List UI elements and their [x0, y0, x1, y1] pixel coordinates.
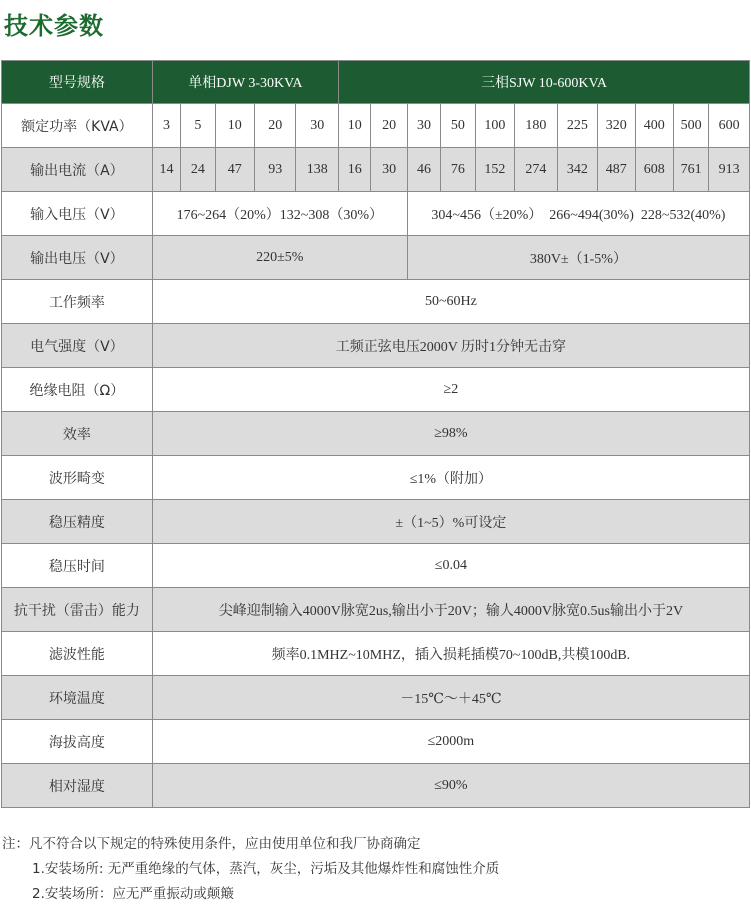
row-label: 工作频率 — [2, 280, 153, 324]
page-title: 技术参数 — [4, 12, 104, 40]
table-cell: 274 — [515, 148, 558, 192]
row-label: 滤波性能 — [2, 632, 153, 676]
table-cell: 3 — [152, 104, 180, 148]
notes-intro: 注：凡不符合以下规定的特殊使用条件，应由使用单位和我厂协商确定 — [2, 836, 421, 852]
table-cell: 913 — [709, 148, 750, 192]
row-label: 环境温度 — [2, 676, 153, 720]
table-cell: 320 — [598, 104, 635, 148]
table-cell: 342 — [557, 148, 597, 192]
notes — [2, 832, 499, 907]
row-value: ±（1~5）%可设定 — [152, 500, 749, 544]
table-cell: 180 — [515, 104, 558, 148]
table-cell: 10 — [215, 104, 254, 148]
row-value: ≤0.04 — [152, 544, 749, 588]
header-model: 型号规格 — [2, 61, 153, 104]
input-voltage-single: 176~264（20%）132~308（30%） — [152, 192, 407, 236]
row-surge-immunity — [2, 588, 750, 632]
table-cell: 16 — [339, 148, 371, 192]
row-insulation — [2, 368, 750, 412]
row-label: 输出电压（V） — [2, 236, 153, 280]
table-cell: 50 — [441, 104, 475, 148]
row-regulation-time — [2, 544, 750, 588]
table-cell: 93 — [254, 148, 295, 192]
row-value: －15℃～＋45℃ — [152, 676, 749, 720]
row-humidity — [2, 764, 750, 808]
output-voltage-single: 220±5% — [152, 236, 407, 280]
table-cell: 24 — [181, 148, 215, 192]
row-label: 相对湿度 — [2, 764, 153, 808]
row-value: ≤2000m — [152, 720, 749, 764]
notes-item: 1.安装场所: 无严重绝缘的气体，蒸汽，灰尘，污垢及其他爆炸性和腐蚀性介质 — [32, 861, 500, 877]
output-voltage-three: 380V±（1-5%） — [407, 236, 749, 280]
row-value: ≤1%（附加） — [152, 456, 749, 500]
table-cell: 608 — [635, 148, 673, 192]
table-cell: 152 — [475, 148, 514, 192]
table-cell: 76 — [441, 148, 475, 192]
row-label: 效率 — [2, 412, 153, 456]
row-filtering — [2, 632, 750, 676]
table-cell: 47 — [215, 148, 254, 192]
row-regulation-accuracy — [2, 500, 750, 544]
row-label: 波形畸变 — [2, 456, 153, 500]
row-ambient-temperature — [2, 676, 750, 720]
header-single-phase: 单相DJW 3-30KVA — [152, 61, 338, 104]
row-value: 50~60Hz — [152, 280, 749, 324]
row-altitude — [2, 720, 750, 764]
row-label: 稳压时间 — [2, 544, 153, 588]
row-value: 工频正弦电压2000V 历时1分钟无击穿 — [152, 324, 749, 368]
row-dielectric-strength — [2, 324, 750, 368]
table-cell: 487 — [598, 148, 635, 192]
table-cell: 30 — [371, 148, 407, 192]
row-label: 输出电流（A） — [2, 148, 153, 192]
spec-table — [1, 60, 750, 808]
input-voltage-three: 304~456（±20%） 266~494(30%) 228~532(40%) — [407, 192, 749, 236]
row-value: 尖峰迎制输入4000V脉宽2us,输出小于20V；输人4000V脉宽0.5us输出小于2V — [152, 588, 749, 632]
row-label: 抗干扰（雷击）能力 — [2, 588, 153, 632]
table-cell: 14 — [152, 148, 180, 192]
row-output-voltage — [2, 236, 750, 280]
row-value: 频率0.1MHZ~10MHZ，插入损耗插模70~100dB,共模100dB. — [152, 632, 749, 676]
row-frequency — [2, 280, 750, 324]
row-value: ≥2 — [152, 368, 749, 412]
table-cell: 46 — [407, 148, 440, 192]
row-input-voltage — [2, 192, 750, 236]
row-label: 海拔高度 — [2, 720, 153, 764]
table-cell: 20 — [254, 104, 295, 148]
table-cell: 100 — [475, 104, 514, 148]
row-label: 输入电压（V） — [2, 192, 153, 236]
table-cell: 5 — [181, 104, 215, 148]
row-efficiency — [2, 412, 750, 456]
table-cell: 30 — [296, 104, 339, 148]
table-cell: 20 — [371, 104, 407, 148]
row-current — [2, 148, 750, 192]
row-value: ≤90% — [152, 764, 749, 808]
table-cell: 600 — [709, 104, 750, 148]
table-cell: 138 — [296, 148, 339, 192]
row-label: 绝缘电阻（Ω） — [2, 368, 153, 412]
row-label: 稳压精度 — [2, 500, 153, 544]
row-label: 电气强度（V） — [2, 324, 153, 368]
notes-item: 2.安装场所：应无严重振动或颠簸 — [32, 886, 234, 902]
header-three-phase: 三相SJW 10-600KVA — [339, 61, 750, 104]
table-cell: 500 — [673, 104, 708, 148]
table-cell: 10 — [339, 104, 371, 148]
table-cell: 225 — [557, 104, 597, 148]
table-cell: 761 — [673, 148, 708, 192]
table-cell: 30 — [407, 104, 440, 148]
row-power — [2, 104, 750, 148]
table-cell: 400 — [635, 104, 673, 148]
header-row — [2, 61, 750, 104]
row-label: 额定功率（KVA） — [2, 104, 153, 148]
row-waveform-distortion — [2, 456, 750, 500]
row-value: ≥98% — [152, 412, 749, 456]
